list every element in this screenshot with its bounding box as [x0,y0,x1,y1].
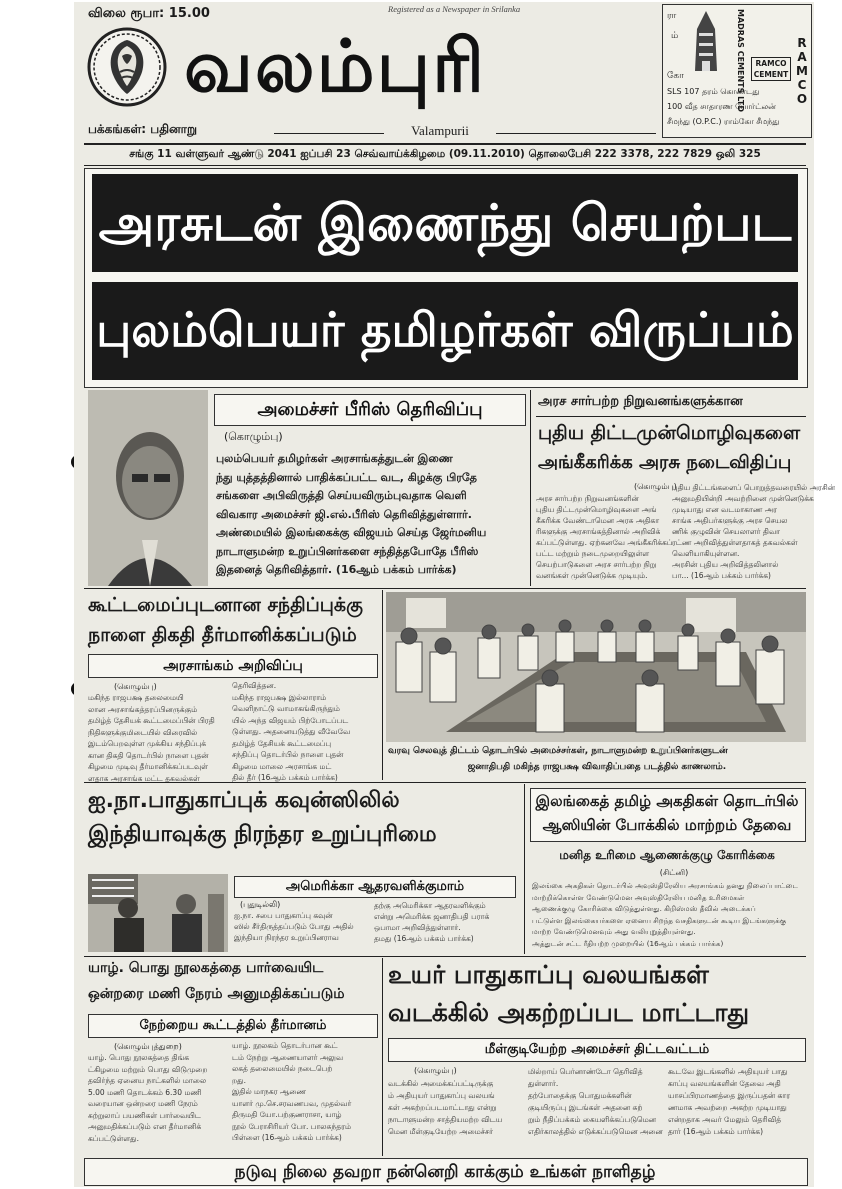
advert-line: 100 வீத சாதாரண போர்ட்லன் [667,102,776,111]
story4-col2 [374,900,518,944]
story3-headline-line1: கூட்டமைப்புடனான சந்திப்புக்கு [88,594,363,616]
story2-headline-line2: அங்கீகரிக்க அரசு நடைவிதிப்பு [538,452,792,473]
story6-line: நூல் பேராசிரியர் போ. பாலசுந்தரம் [232,1121,352,1131]
story5-line: இலங்கை அகதிகள் தொடர்பில் அவுஸ்திரேலிய அரசாங்கம் தனது நிலைப்பாட்டை [532,881,799,890]
lead-headline-line1: அரசுடன் இணைந்து செயற்பட [92,174,798,272]
story6-line: டம் நேற்று ஆணையாளர் அலுவ [232,1052,344,1062]
story3-col2 [232,680,378,784]
story5-kicker: மனித உரிமை ஆணைக்குழு கோரிக்கை [559,848,775,862]
advert-side-text: ம் [671,31,679,41]
story5-line: பட்டுள்ள இலங்கையர்களை ஏனைய சிறந்த வசதிகளுடன் கூடிய இடங்களுக்கு [532,915,787,925]
divider-line [84,956,806,957]
divider-line [536,416,806,417]
story1-line: புலம்பெயர் தமிழர்கள் அரசாங்கத்துடன் இணை [216,452,453,465]
story3-line: தெரிவித்தன. [232,681,277,690]
story2-col1 [536,493,673,581]
story4-line: தற்கு அமெரிக்கா ஆதரவளிக்கும் [374,901,486,910]
story7-dateline: (கொழும்பு) [414,1066,457,1075]
story2-line: புதிய திட்டங்களைப் பொறுத்தவரையில் அரசின் [672,483,836,492]
story4-line: என்று அமெரிக்க ஜனாதிபதி பராக் [374,912,490,921]
advert-body [663,5,789,137]
story1-kicker: அமைச்சர் பீரிஸ் தெரிவிப்பு [214,394,526,426]
story3-line: நிதிகளுக்குமிடையில் விரைவில் [88,727,198,737]
story2-line: கீகரிக்க வேண்டாமென அரசு அதிகா [536,516,660,525]
story7-line: றும் நீதிப்பக்கம் கையளிக்கப்படுமென [528,1115,657,1124]
story5-dateline: (சிட்னி) [659,868,689,877]
story7-line: யாசப்பிரமாணத்தை இருப்பதன் கார [668,1091,791,1100]
story4-line: ஒபாமா அறிவித்துள்ளார். [374,923,461,932]
story7-line: எதிர்காலத்தில் எடுக்கப்படுமென அனை [528,1127,663,1136]
story4-line: ஐ.நா. சபை பாதுகாப்பு கவுன் [234,911,333,920]
advert-company: MADRAS CEMENTS LTD [736,9,745,113]
registration-note: Registered as a Newspaper in Srilanka [388,4,521,14]
divider-line [496,133,656,134]
divider-line [84,143,806,145]
story3-line: இடம்பெறவுள்ள முக்கிய சந்திப்புக் [88,739,207,748]
story4-dateline: (புதுடில்லி) [240,900,281,909]
story1-line: விவகார அமைச்சர் ஜி.எல்.பீரிஸ் தெரிவித்துள்ளார். [216,507,472,521]
story2-line: செயற்பாடுகளை அரச சார்பற்ற நிறு [536,560,657,569]
story3-line: கிழமை மாலை அரசாங்க மட் [232,761,332,771]
story7-line: துள்ளார். [528,1079,559,1088]
story3-line: லான அரசாங்கத்தரப்பினருக்கும் [88,704,198,714]
story7-line: நாடாளுமன்ற சாத்தியமற்ற விடய [388,1115,503,1124]
story6-line: யாளர் மு.செ.சரவணபவ, முதல்வர் [232,1098,352,1108]
story3-line: தமிழ்த் தேசியக் கூட்டமைப்பு [232,738,332,748]
story7-line: மென மீள்குடியேற்ற அமைச்சர் [388,1127,493,1136]
story5-line: மாற்றிக்கொள்ள வேண்டுமென அவுஸ்திரேலிய மனித உரிமைகள் [532,892,745,902]
newspaper-title: வலம்புரி [184,24,487,108]
story2-line: புதிய திட்டமுன்மொழிவுகளை அங் [536,505,657,514]
story3-dateline: (கொழும்பு) [114,682,157,691]
story1-line: இதனைத் தெரிவித்தார். (16ஆம் பக்கம் பார்க்க) [216,563,457,576]
page-count: பக்கங்கள்: பதினாறு [88,122,197,136]
story2-line: பா... (16ஆம் பக்கம் பார்க்க) [672,571,771,580]
story2-line: சாங்க அதிபர்களுக்கு அரச செயல [672,516,788,525]
story1-line: நாடாளுமன்ற உறுப்பினர்களை சந்தித்தபோதே பீரிஸ் [216,544,479,558]
story3-line: டுள்ளது. அதனையடுத்து வீவேவே [232,727,351,736]
story3-line: வெளிநாட்டு வாமாகங்கிருந்தும் [232,704,340,713]
story6-kicker: நேற்றைய கூட்டத்தில் தீர்மானம் [88,1014,378,1038]
story3-line: மகிந்த ராஜபக்ஷ தலைமையி [88,693,184,702]
slogan: நடுவு நிலை தவறா நன்னெறி காக்கும் உங்கள் நாளிதழ் [234,1162,656,1182]
story3-line: சந்திப்பு தொடர்பில் நாளை புதன் [232,750,344,759]
story2-line: ரட்ண அறிவித்துள்ளதாகத் தகவல்கள் [672,538,798,547]
story7-headline-line2: வடக்கில் அகற்றப்பட மாட்டாது [388,998,750,1027]
advert-side-text: ரா [667,11,677,21]
story2-line: அரசின் புதிய அறிவித்தலினால் [672,560,779,569]
story6-line: திருமதி யோ.பற்குணராசா, யாழ் [232,1110,342,1119]
divider-line [382,958,383,1156]
story3-line: மகிந்த ராஜபக்ஷ இல்லாராம் [232,692,327,702]
story1-line: ந்து யுத்தத்தினால் பாதிக்கப்பட்ட வட, கிழக்கு பிரதே [216,470,477,484]
conch-emblem-icon [86,26,168,108]
story2-col2 [672,482,836,581]
cement-advert [662,4,812,138]
obama-singh-photo [88,874,228,952]
story2-line: வெளியாகியுள்ளன. [672,549,740,558]
story3-line: யில் அந்த விஜயம் பிற்போடப்பட [232,715,349,725]
advert-side-text: கோ [667,71,684,81]
minister-photo [88,390,208,586]
story7-line: தற்போதைக்கு பொதுமக்களின் [528,1091,632,1100]
story2-line: ணிக் குழுவின் செயலாளர் திவா [672,527,781,536]
story2-headline-line1: புதிய திட்டமுன்மொழிவுகளை [538,422,801,444]
story3-line: தில் தீர் (16ஆம் பக்கம் பார்க்க) [232,773,338,782]
story2-line: அனுமதியின்றி அவற்றினை முன்னெடுக்க [672,494,814,503]
story1-body [216,450,524,580]
story6-line: றது. [232,1075,246,1085]
story6-line: கப்பட்டுள்ளது. [88,1133,140,1143]
story6-col1 [88,1052,228,1144]
divider-line [382,590,383,780]
story6-line: யாழ். நூலகம் தொடர்பான கூட் [232,1041,338,1050]
title-latin: Valampurii [411,123,469,138]
story7-line: என்றதாக அவர் மேலும் தெரிவித் [668,1115,782,1124]
advert-line: SLS 107 தரம் கொண்டது [667,87,760,96]
story3-line: ளதாக அரசாங்க மட்ட தகவல்கள் [88,773,200,783]
story4-line: ஸில் சீர்திருத்தப்படும் போது அதில் [234,922,354,931]
story6-line: இதில் மாநகர ஆணை [232,1087,306,1096]
story5-headline-line1: இலங்கைத் தமிழ் அகதிகள் தொடர்பில் [535,792,799,810]
story6-line: தவிர்ந்த ஏனைய நாட்களில் மாலை [88,1076,207,1085]
story7-line: கள் அகற்றப்படமாட்டாது என்று [388,1103,497,1112]
story2-line: முடியாது என வடமாகாண அர [672,505,777,514]
story3-headline-line2: நாளை திகதி தீர்மானிக்கப்படும் [88,624,357,646]
story7-col3 [668,1066,806,1138]
story1-line: சங்களை அபிவிருத்தி செய்யவிரும்புவதாக வெளி [216,489,467,502]
story2-line: பட்ட மற்றும் நடைமுறையிலுள்ள [536,549,650,558]
divider-line [530,390,531,586]
story4-line: இந்தியா நிரந்தர உறுப்பினராவ [234,933,339,942]
story6-headline-line2: ஒன்றரை மணி நேரம் அனுமதிக்கப்படும் [88,986,345,1002]
story4-headline-line1: ஐ.நா.பாதுகாப்புக் கவுன்ஸிலில் [88,788,400,813]
story1-line: அண்மையில் இலங்கைக்கு விஜயம் செய்த ஜேர்மனிய [216,526,487,539]
story4-col1 [234,910,370,943]
divider-line [84,165,806,166]
story6-line: ட்கிழமை மற்றும் பொது விடுமுறை [88,1064,208,1074]
temple-tower-icon [691,9,721,73]
story3-line: கான திகதி தொடர்பில் நாளை புதன் [88,750,209,760]
price-label: விலை ரூபா: 15.00 [88,6,210,21]
advert-line: சீமந்து (O.P.C.) ராம்கோ சீமந்து [667,117,780,126]
cabinet-meeting-photo [386,592,806,742]
newspaper-page [74,2,836,1187]
story5-line: ஆணைக்குழு கோரிக்கை விடுத்துள்ளது. கிறிஸ்மஸ் தீவில் அடைக்கப் [532,904,756,913]
story3-line: தமிழ்த் தேசியக் கூட்டமைப்பின் பிரதி [88,716,215,725]
story2-line: கப்பட்டுள்ளது. ஏற்கனவே அங்கீகரிக்கப் [536,538,673,547]
story2-line: வனங்கள் முன்னெடுக்க முடியும். [536,571,648,580]
story4-line: தமது (16ஆம் பக்கம் பார்க்க) [374,934,474,943]
story7-line: வடக்கில் அமைக்கப்பட்டிருக்கு [388,1079,494,1088]
advert-product: RAMCO CEMENT [751,57,791,81]
story5-headline-line2: ஆஸியின் போக்கில் மாற்றம் தேவை [542,816,792,834]
story7-line: ணமாக அவற்றை அகற்ற முடியாது [668,1103,787,1112]
story6-line: அனுமதிக்கப்படும் என தீர்மானிக் [88,1122,202,1131]
story3-col1 [88,692,228,784]
story6-line: லகத் தலைமையில் நடைபெற் [232,1064,333,1073]
divider-line [274,133,384,134]
story2-kicker: அரச சார்பற்ற நிறுவனங்களுக்கான [538,394,743,409]
divider-line [524,784,525,954]
story5-body [532,880,804,949]
story6-line: யாழ். பொது நூலகத்தை திங்க [88,1053,190,1062]
story2-line: அரச சார்பற்ற நிறுவனங்களின் [536,494,639,503]
story7-col2 [528,1066,664,1138]
story7-line: கூடவே இடங்களில் அதியுயர் பாது [668,1067,788,1076]
story5-line: மாற்ற வேண்டுமெனவும் அது வலியுறுத்தியுள்ளது. [532,927,696,936]
date-line: சங்கு 11 வள்ளுவர் ஆண்டு 2041 ஐப்பசி 23 செவ்வாய்க்கிழமை (09.11.2010) தொலைபேசி 222 3378, 222 7829 ஒலி 325 [129,148,761,160]
divider-line [84,782,806,783]
story7-kicker: மீள்குடியேற்ற அமைச்சர் திட்டவட்டம் [388,1038,806,1062]
story7-line: மில்றாய் பெர்னாண்டோ தெரிவித் [528,1067,643,1076]
story7-line: குடியிருப்பு இடங்கள் அதனை சுற் [528,1103,643,1112]
story7-col1 [388,1078,524,1138]
story2-dateline: (கொழும்பு) [634,482,677,491]
story6-line: சுற்றுலாப் பயணிகள் பார்வையிட [88,1110,201,1120]
story6-dateline: (கொழும்புத்துறை) [114,1042,182,1051]
story6-line: வரையான ஒன்றரை மணி நேரம் [88,1099,198,1108]
story2-line: ரிகளுக்கு அரசாங்கத்தினால் அறிவிக் [536,527,661,536]
story7-line: தார் (16ஆம் பக்கம் பார்க்க) [668,1127,764,1136]
story6-line: பிள்ளை (16ஆம் பக்கம் பார்க்க) [232,1133,342,1142]
story7-headline-line1: உயர் பாதுகாப்பு வலயங்கள் [388,960,709,989]
story3-line: கிழமை முடிவு தீர்மானிக்கப்படவுள் [88,762,208,771]
story4-headline-line2: இந்தியாவுக்கு நிரந்தர உறுப்புரிமை [88,822,437,847]
story6-col2 [232,1040,378,1144]
photo-caption-line1: வரவு செலவுத் திட்டம் தொடர்பில் அமைச்சர்கள், நாடாளுமன்ற உறுப்பினர்களுடன் [388,746,728,756]
story6-headline-line1: யாழ். பொது நூலகத்தை பார்வையிட [88,960,324,976]
divider-line [84,588,806,589]
story4-kicker: அமெரிக்கா ஆதரவளிக்குமாம் [234,876,516,898]
story3-kicker: அரசாங்கம் அறிவிப்பு [88,654,378,678]
story6-line: 5.00 மணி தொடக்கம் 6.30 மணி [88,1087,202,1097]
lead-headline-line2: புலம்பெயர் தமிழர்கள் விருப்பம் [92,282,798,380]
photo-caption-line2: ஜனாதிபதி மகிந்த ராஜபக்ஷ விவாதிப்பதை படத்தில் காணலாம். [467,762,727,772]
story7-line: ம் அதியுயர் பாதுகாப்பு வலயங் [388,1091,495,1100]
advert-brand: RAMCO [795,36,809,106]
story1-dateline: (கொழும்பு) [224,430,283,443]
story7-line: காப்பு வலயங்களின் தேவை அதி [668,1079,781,1088]
story5-line: அத்துடன் சட்ட ரீதியற்ற முறையில் (16ஆம் பக்கம் பார்க்க) [532,938,724,948]
